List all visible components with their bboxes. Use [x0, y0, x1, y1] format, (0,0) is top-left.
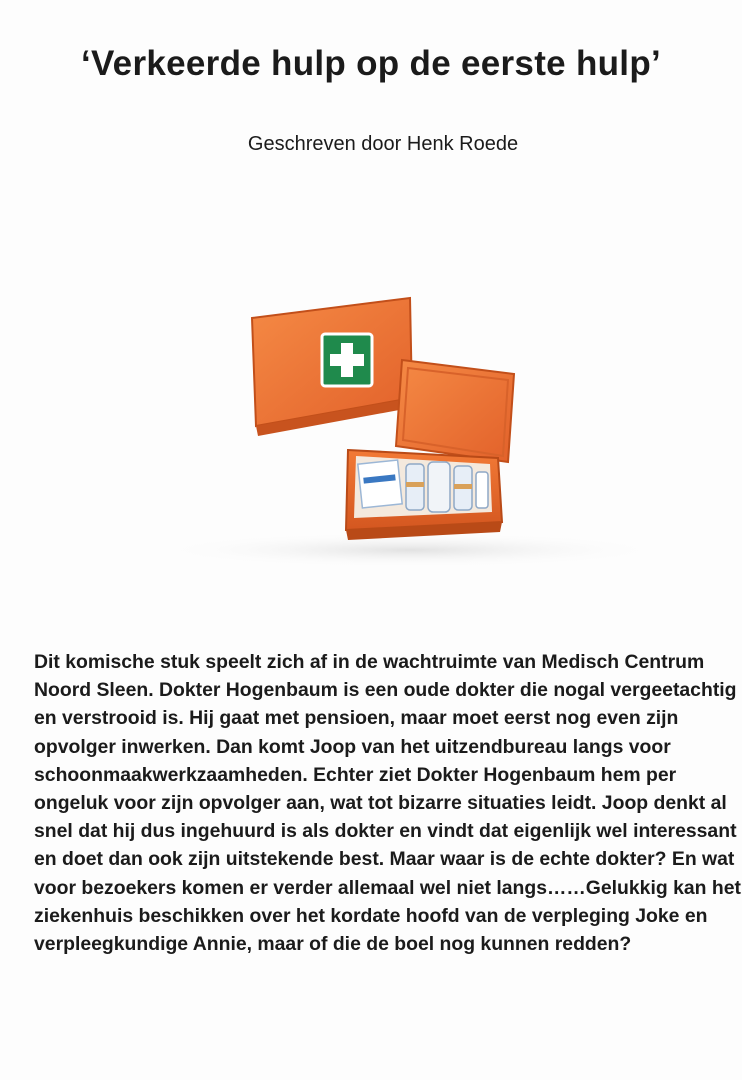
open-case-base: [346, 450, 502, 540]
synopsis-paragraph: Dit komische stuk speelt zich af in de wachtruimte van Medisch Centrum Noord Sleen. Dokter Hogenbaum is een oude dokter die nogal vergeetachtig en verstrooid is. Hij gaat met pensioen, maar moet eerst nog even zijn opvolger inwerken. Dan komt Joop van het uitzendbureau langs voor schoonmaakwerkzaamheden. Echter ziet Dokter Hogenbaum hem per ongeluk voor zijn opvolger aan, wat tot bizarre situaties leidt. Joop denkt al snel dat hij dus ingehuurd is als dokter en vindt dat eigenlijk wel interessant en doet dan ook zijn uitstekende best. Maar waar is de echte dokter? En wat voor bezoekers komen er verder allemaal wel niet langs……Gelukkig kan het ziekenhuis beschikken over het kordate hoofd van de verpleging Joke en verpleegkundige Annie, maar of die de boel nog kunnen redden?: [34, 651, 741, 956]
first-aid-sign: [322, 334, 372, 386]
open-case-lid: [396, 360, 514, 462]
floor-shadow: [150, 532, 670, 568]
page-title: ‘Verkeerde hulp op de eerste hulp’: [80, 44, 662, 83]
author-byline: Geschreven door Henk Roede: [247, 133, 519, 155]
closed-case: [252, 298, 412, 436]
first-aid-kit-image: [110, 280, 670, 580]
